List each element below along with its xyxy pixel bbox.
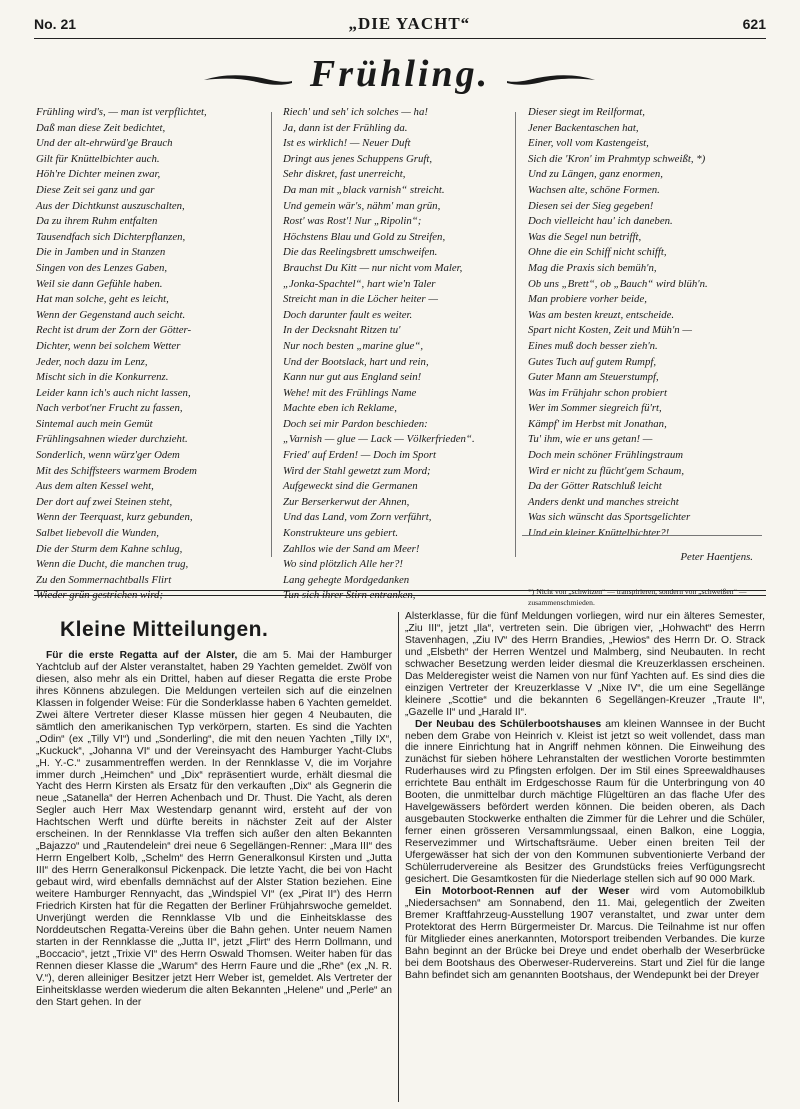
poem-line: Da zu ihrem Ruhm entfalten	[36, 215, 158, 228]
poem-line: Die der Sturm dem Kahne schlug,	[36, 542, 183, 555]
section-double-rule	[34, 590, 766, 596]
article-paragraph: die am 5. Mai der Hamburger Yachtclub auf der Alster veranstaltet, haben 29 Yachten gemeldet. Zwölf von diesen, also mehr als ein Drittel, haben auf dieser Regatta die erste Probe ihres Könnens abzulegen. Die Meldungen verteilen sich auf die einzelnen Klassen in folgender Weise: Für die Sonderklasse haben 6 Yachten gemeldet. Zwei ältere Vertreter dieser Klasse müssen hier gegen 4 Neubauten, die sämtlich den amerikanischen Typ verkörpern, starten. Es sind die Yachten „Odin“ (ex „Tilly VI“) und „Sonderling“, die mit den neuen Yachten „Tilly IX“, „Kuckuck“, „Johanna VI“ und der Vereinsyacht des Hamburger Yacht-Clubs „H. Y.-C.“ zusammentreffen werden. In der Rennklasse V, die im Vorjahre immer durch „Heimchen“ und „Dix“ repräsentiert wurde, erhält diesmal die Yacht des Herrn Kirsten als Ersatz für den verkauften „Dix“ als Gegnerin die neue „Satanella“ der Herren Achenbach und Dr. Thust. Die Yacht, als deren Segler auch Herr Max Westendarp genannt wird, ersteht auf der von Hachtschen Werft und dürfte bereits in nächster Zeit auf der Alster erscheinen. In der Rennklasse VIa treffen sich außer den alten Bekannten „Bajazzo“ und „Rautendelein“ drei neue 6 Segellängen-Renner: „Mara III“ des Herrn Engelbert Kolb, „Schelm“ des Herrn Generalkonsul Kirsten und „Jutta III“ des Herrn Generalkonsul Pickenpack. Die letzte Yacht, die bei von Hacht gebaut wird, wird ebenfalls demnächst auf der Alster Station beziehen. Eine weitere Hamburger Rennyacht, das „Windspiel VI“ (ex „Pirat II“) des Herrn Friedrich Kirsten hat für die Regatten der Berliner Frühjahrswoche gemeldet. Unverjüngt werden die Rennklasse VIb und die Einheitsklasse des Norddeutschen Regatta-Vereins über die Bahn gehen. Unter neuem Namen starten in der Rennklasse die „Jutta II“, jetzt „Flirt“ des Herrn Dollmann, und „Boccacio“, jetzt „Trixie VI“ des Herrn Oswald Thomsen. Weiter haben für das Rennen dieser Klasse die „Warum“ des Herrn Faure und die „Rhe“ (ex „N. R. V.“), deren alleiniger Besitzer jetzt Herr Weber ist, gemeldet. Als Vertreter der Einheitsklasse werden wiederum die alten Bekannten „Helene“ und „Perle“ an den Start gehen. In der	[36, 650, 392, 1008]
poem-line: Sonderlich, wenn würz'ger Odem	[36, 449, 180, 462]
poem-line: Wer im Sommer siegreich fü'rt,	[528, 402, 662, 415]
poem-line: Wird er nicht zu flücht'gem Schaum,	[528, 464, 685, 477]
poem-line: Kann nur gut aus England sein!	[283, 371, 422, 384]
poem-line: Und zu Längen, ganz enormen,	[528, 168, 663, 181]
poem-line: Ist es wirklich! — Neuer Duft	[283, 137, 411, 150]
poem-line: Aus dem alten Kessel weht,	[36, 480, 154, 493]
poem-line: Sehr diskret, fast unerreicht,	[283, 168, 406, 181]
right-ornament-icon	[505, 72, 597, 88]
poem-line: Doch darunter fault es weiter.	[283, 308, 413, 321]
footnote-rule	[522, 535, 762, 536]
poem-line: Mag die Praxis sich bemüh'n,	[528, 261, 657, 274]
poem-line: Machte eben ich Reklame,	[283, 402, 397, 415]
poem-line: Gilt für Knüttelbichter auch.	[36, 152, 160, 165]
journal-title: „DIE YACHT“	[348, 14, 471, 33]
poem-line: Und der alt-ehrwürd'ge Brauch	[36, 137, 173, 150]
poem-line: Singen von des Lenzes Gaben,	[36, 261, 168, 274]
poem-line: Diese Zeit sei ganz und gar	[36, 183, 155, 196]
poem-line: Daß man diese Zeit bedichtet,	[36, 121, 166, 134]
poem-line: Tun sich ihrer Stirn entranken,	[283, 589, 416, 602]
poem-line: Dieser siegt im Reilformat,	[528, 106, 645, 118]
poem-line: Hat man solche, geht es leicht,	[36, 293, 169, 306]
poem-line: Mit des Schiffsteers warmem Brodem	[36, 464, 197, 477]
poem-line: Frühlingsahnen wieder durchzieht.	[36, 433, 188, 446]
poem-line: Fried' auf Erden! — Doch im Sport	[283, 449, 437, 462]
poem-line: Und gemein wär's, nähm' man grün,	[283, 199, 441, 212]
poem-footnote: *) Nicht von „schwitzen“ — transpirieren, sondern von „schweißen“ — zusammenschmieden.	[528, 587, 747, 607]
poem-line: Man probiere vorher beide,	[528, 293, 647, 306]
article-left-column	[36, 650, 392, 1009]
poem-line: Und das Land, vom Zorn verführt,	[283, 511, 432, 524]
poem-line: Dichter, wenn bei solchem Wetter	[36, 339, 181, 352]
article-right-column	[405, 611, 765, 982]
poem-line: Aufgeweckt sind die Germanen	[283, 480, 418, 493]
page-number: 621	[742, 16, 766, 32]
poem-line: Doch sei mir Pardon beschieden:	[283, 417, 428, 430]
poem-line: Wenn die Ducht, die manchen trug,	[36, 558, 189, 571]
poem-line: Sich die 'Kron' im Prahmtyp schweißt, *)	[528, 152, 706, 165]
poem-line: Rost' was Rost'! Nur „Ripolin“;	[283, 215, 422, 228]
poem-line: Da man mit „black varnish“ streicht.	[283, 183, 445, 196]
poem-line: Kämpf' im Herbst mit Jonathan,	[528, 417, 667, 430]
column-divider	[398, 612, 399, 1102]
poem-line: Jener Backentaschen hat,	[528, 121, 639, 134]
poem-line: Wenn der Teerquast, kurz gebunden,	[36, 511, 193, 524]
poem-divider-2	[515, 112, 516, 557]
poem-line: Wird der Stahl gewetzt zum Mord;	[283, 464, 431, 477]
poem-line: Recht ist drum der Zorn der Götter-	[36, 324, 192, 337]
article-paragraph: wird vom Automobilklub „Niedersachsen“ am Sonnabend, den 11. Mai, gelegentlich der Zweiten Bremer Kraftfahrzeug-Ausstellung 1907 veranstaltet, und zwar unter dem Protektorat des Herrn Bürgermeister Dr. Marcus. Die Teilnahme ist nur offen für Mitglieder eines anerkannten, Motorsport treibenden Verbandes. Die kurze Bahn beginnt an der Brücke bei Dreye und endet oberhalb der Weserbrücke bei dem Bootshaus des Oberweser-Rudervereins. Start und Ziel für die lange Bahn befindet sich am genannten Bootshaus, der Wendepunkt bei der Dreyer	[405, 885, 765, 981]
poem-line: Tausendfach sich Dichterpflanzen,	[36, 230, 186, 243]
poem-column-1	[36, 105, 266, 604]
poem-line: Eines muß doch besser zieh'n.	[528, 339, 658, 352]
poem-line: Weil sie dann Gefühle haben.	[36, 277, 163, 290]
poem-line: Was die Segel nun betrifft,	[528, 230, 642, 243]
article-lead: Für die erste Regatta auf der Alster,	[46, 650, 238, 661]
poem-line: Nach verbot'ner Frucht zu fassen,	[36, 402, 183, 415]
poem-line: Ohne die ein Schiff nicht schifft,	[528, 246, 667, 259]
poem-line: Zahllos wie der Sand am Meer!	[283, 542, 420, 555]
page-header	[34, 14, 766, 36]
poem-line: Wenn der Gegenstand auch seicht.	[36, 308, 186, 321]
poem-line: Und ein kleiner Knüttelbichter?!	[528, 527, 670, 540]
section-heading: Kleine Mitteilungen.	[60, 618, 269, 641]
poem-line: Wachsen alte, schöne Formen.	[528, 183, 660, 196]
poem-column-3	[528, 105, 773, 608]
article-lead: Ein Motorboot-Rennen auf der Weser	[415, 885, 630, 897]
poem-line: Salbet liebevoll die Wunden,	[36, 527, 159, 540]
poem-line: Sintemal auch mein Gemüt	[36, 417, 153, 430]
poem-line: Da der Götter Ratschluß leicht	[528, 480, 662, 493]
poem-line: Ja, dann ist der Frühling da.	[283, 121, 408, 134]
poem-line: „Varnish — glue — Lack — Völkerfrieden“.	[283, 433, 475, 446]
poem-line: Einer, voll vom Kastengeist,	[528, 137, 649, 150]
poem-line: Und der Bootslack, hart und rein,	[283, 355, 429, 368]
poem-line: Spart nicht Kosten, Zeit und Müh'n —	[528, 324, 692, 337]
poem-line: Nur noch besten „marine glue“,	[283, 339, 424, 352]
poem-line: Doch vielleicht hau' ich daneben.	[528, 215, 673, 228]
poem-line: Tu' ihm, wie er uns getan! —	[528, 433, 653, 446]
poem-column-2	[283, 105, 508, 604]
poem-line: Streicht man in die Löcher heiter —	[283, 293, 438, 306]
poem-line: Wehe! mit des Frühlings Name	[283, 386, 417, 399]
header-rule	[34, 38, 766, 39]
poem-line: Höh're Dichter meinen zwar,	[36, 168, 161, 181]
poem-line: Wieder grün gestrichen wird;	[36, 589, 164, 602]
poem-line: Die in Jamben und in Stanzen	[36, 246, 166, 259]
poem-line: Konstrukteure uns gebiert.	[283, 527, 399, 540]
poem-line: Die das Reelingsbrett umschweifen.	[283, 246, 438, 259]
poem-line: Leider kann ich's auch nicht lassen,	[36, 386, 191, 399]
poem-line: Aus der Dichtkunst auszuschalten,	[36, 199, 185, 212]
poem-line: Diesen sei der Sieg gegeben!	[528, 199, 654, 212]
poem-line: Lang gehegte Mordgedanken	[283, 573, 410, 586]
poem-line: Mischt sich in die Konkurrenz.	[36, 371, 169, 384]
article-lead: Der Neubau des Schülerbootshauses	[415, 718, 602, 730]
poem-line: Brauchst Du Kitt — nur nicht vom Maler,	[283, 261, 463, 274]
poem-line: „Jonka-Spachtel“, hart wie'n Taler	[283, 277, 436, 290]
poem-line: Was im Frühjahr schon probiert	[528, 386, 667, 399]
poem-line: Riech' und seh' ich solches — ha!	[283, 106, 428, 118]
poem-line: Was am besten kreuzt, entscheide.	[528, 308, 675, 321]
poem-line: Frühling wird's, — man ist verpflichtet,	[36, 106, 207, 118]
poem-line: Zur Berserkerwut der Ahnen,	[283, 495, 410, 508]
poem-line: In der Decksnaht Ritzen tu'	[283, 324, 401, 337]
poem-divider-1	[271, 112, 272, 557]
poem-line: Wo sind plötzlich Alle her?!	[283, 558, 403, 571]
poem-line: Guter Mann am Steuerstumpf,	[528, 371, 659, 384]
poem-signature: Peter Haentjens.	[680, 550, 753, 563]
poem-line: Anders denkt und manches streicht	[528, 495, 679, 508]
issue-number: No. 21	[34, 16, 77, 32]
poem-line: Ob uns „Brett“, ob „Bauch“ wird blüh'n.	[528, 277, 708, 290]
article-paragraph: am kleinen Wannsee in der Bucht neben dem Grabe von Heinrich v. Kleist ist jetzt so weit vollendet, dass man die innere Einrichtung hat in Angriff nehmen können. Die Einweihung des zunächst für sieben höhere Lehranstalten der westlichen Vororte bestimmten Ruderhauses wird zu Pfingsten erfolgen. Der im Stil eines Spreewaldhauses errichtete Bau enthält im Erdgeschosse Raum für die Unterbringung von 40 Booten, die unmittelbar durch mächtige Flügeltüren an das flache Ufer des Havelgewässers befördert werden können. Die beiden oberen, als Dach ausgebauten Stockwerke enthalten die Zimmer für die Lehrer und die Schüler, ferner einen grösseren Versammlungssaal, einen Balkon, eine Loggia, Reservezimmer und Wirtschaftsräume. Ueber einen breiten Teil der Ufergewässer hat sich der von den Kommunen subventionierte Verband der Schülerrudervereine als Besitzer des Grundstücks freies Verfügungsrecht gesichert. Die Gesamtkosten für die Niederlage stellen sich auf 90 000 Mark.	[405, 718, 765, 885]
poem-line: Doch mein schöner Frühlingstraum	[528, 449, 684, 462]
poem-line: Jeder, noch dazu im Lenz,	[36, 355, 148, 368]
poem-line: Dringt aus jenes Schuppens Gruft,	[283, 152, 433, 165]
poem-line: Was sich wünscht das Sportsgelichter	[528, 511, 691, 524]
poem-line: Zu den Sommernachtballs Flirt	[36, 573, 172, 586]
poem-line: Höchstens Blau und Gold zu Streifen,	[283, 230, 446, 243]
poem-title: Frühling.	[309, 53, 491, 95]
article-paragraph: Alsterklasse, für die fünf Meldungen vorliegen, wird nur ein älteres Semester, „Ziu III“, jetzt „Ila“, vertreten sein. Die übrigen vier, „Hohwacht“ des Herrn Stavenhagen, „Ziu IV“ des Herrn Brandies, „Hewios“ des Herrn Dr. O. Strack und „Elsbeth“ der Herren Wentzel und Malmberg, sind Neubauten. In recht schwacher Besetzung werden leider diesmal die Kreuzerklassen erscheinen. Das Melderegister weist die Namen von nur fünf Yachten auf. Es sind dies die einzigen Vertreter der Kreuzerklasse V „Nixe IV“, die um eine Segellänge kleinere „Scottie“ und die bekannten 6 Segellängen-Kreuzer „Traute II“, „Gazelle II“ und „Harald II“.	[405, 611, 765, 718]
poem-line: Der dort auf zwei Steinen steht,	[36, 495, 173, 508]
poem-line: Gutes Tuch auf gutem Rumpf,	[528, 355, 657, 368]
